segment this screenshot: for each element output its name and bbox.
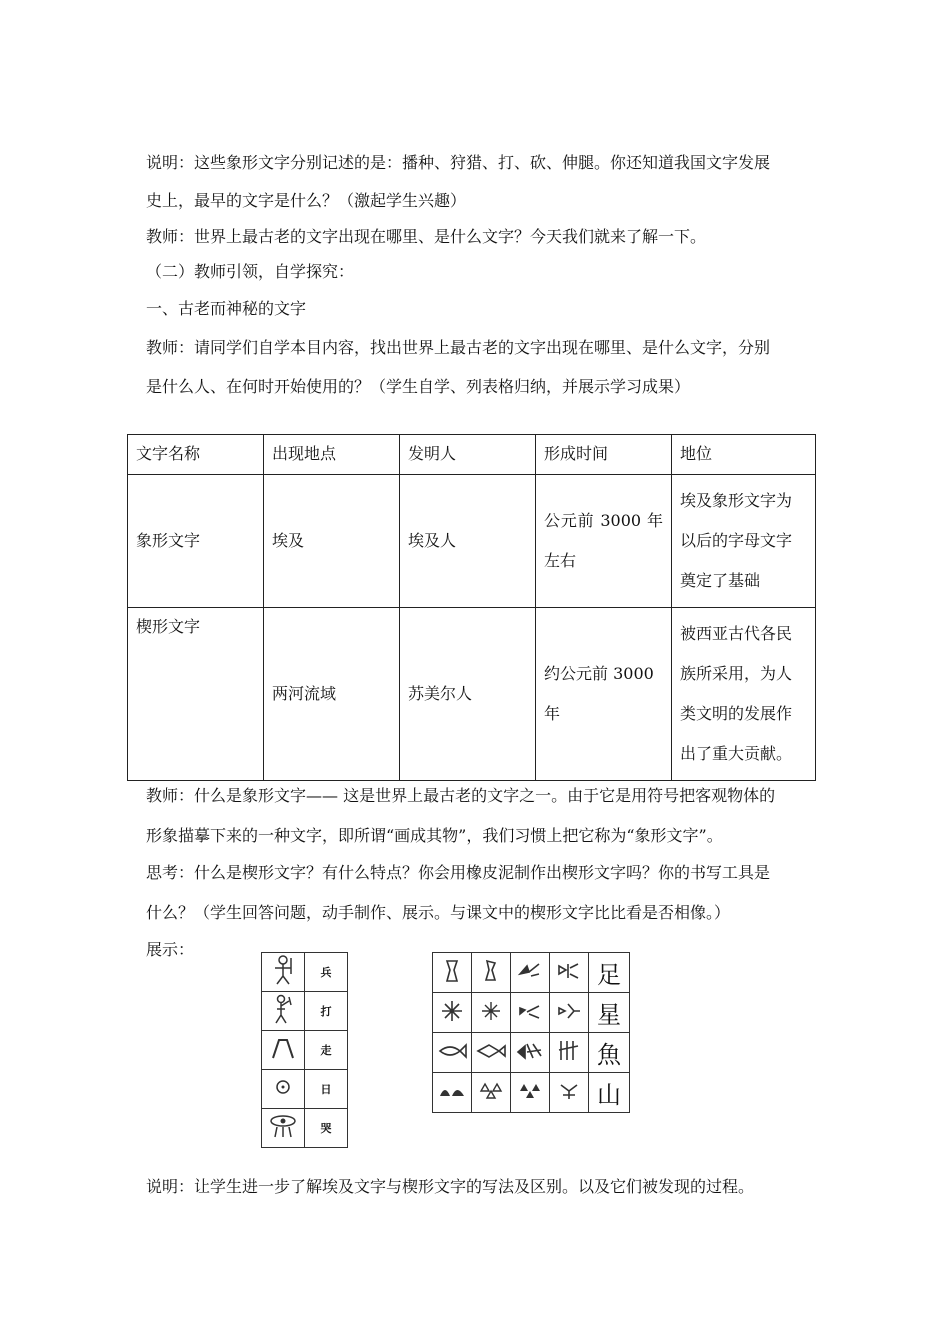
walk-pictogram-icon — [262, 1031, 305, 1070]
table-header-cell: 发明人 — [400, 435, 536, 475]
pictogram-label: 兵 — [305, 953, 348, 992]
star-cuneiform-icon — [472, 993, 511, 1033]
table-cell: 两河流域 — [264, 608, 400, 781]
table-header-cell: 形成时间 — [536, 435, 672, 475]
table-header-cell: 出现地点 — [264, 435, 400, 475]
table-cell: 埃及象形文字为以后的字母文字奠定了基础 — [672, 475, 816, 608]
subsection-heading-1: 一、古老而神秘的文字 — [146, 299, 307, 318]
paragraph-note-2: 说明：让学生进一步了解埃及文字与楔形文字的写法及区别。以及它们被发现的过程。 — [146, 1177, 755, 1196]
fish-cuneiform-icon — [550, 1033, 589, 1073]
table-row — [433, 1033, 630, 1073]
table-cell: 约公元前 3000 年 — [536, 608, 672, 781]
paragraph-teacher-3a: 教师：什么是象形文字—— 这是世界上最古老的文字之一。由于它是用符号把客观物体的 — [146, 786, 776, 805]
writing-systems-table — [127, 434, 816, 781]
table-cell: 公元前 3000 年左右 — [536, 475, 672, 608]
fish-cuneiform-icon — [472, 1033, 511, 1073]
table-header-cell: 文字名称 — [128, 435, 264, 475]
star-cuneiform-icon — [433, 993, 472, 1033]
pictogram-label: 打 — [305, 992, 348, 1031]
cuneiform-label: 山 — [589, 1073, 630, 1113]
foot-cuneiform-icon — [472, 953, 511, 993]
table-row — [262, 992, 348, 1031]
table-cell: 被西亚古代各民族所采用，为人类文明的发展作出了重大贡献。 — [672, 608, 816, 781]
table-row — [262, 1031, 348, 1070]
table-header-row — [128, 435, 816, 475]
table-cell: 埃及 — [264, 475, 400, 608]
strike-pictogram-icon — [262, 992, 305, 1031]
paragraph-note-1a: 说明：这些象形文字分别记述的是：播种、狩猎、打、砍、伸腿。你还知道我国文字发展 — [146, 153, 771, 172]
paragraph-teacher-2b: 是什么人、在何时开始使用的？（学生自学、列表格归纳，并展示学习成果） — [146, 377, 691, 396]
table-cell: 楔形文字 — [128, 608, 264, 781]
hieroglyph-figure — [261, 952, 348, 1148]
table-cell: 象形文字 — [128, 475, 264, 608]
mountain-cuneiform-icon — [550, 1073, 589, 1113]
table-cell: 苏美尔人 — [400, 608, 536, 781]
mountain-cuneiform-icon — [511, 1073, 550, 1113]
pictogram-label: 走 — [305, 1031, 348, 1070]
paragraph-teacher-3b: 形象描摹下来的一种文字，即所谓“画成其物”，我们习惯上把它称为“象形文字”。 — [146, 826, 723, 845]
fish-cuneiform-icon — [511, 1033, 550, 1073]
foot-cuneiform-icon — [511, 953, 550, 993]
table-row — [433, 993, 630, 1033]
star-cuneiform-icon — [550, 993, 589, 1033]
pictogram-label: 日 — [305, 1070, 348, 1109]
table-row — [262, 1070, 348, 1109]
mountain-cuneiform-icon — [472, 1073, 511, 1113]
table-row — [262, 1109, 348, 1148]
cuneiform-label: 足 — [589, 953, 630, 993]
star-cuneiform-icon — [511, 993, 550, 1033]
paragraph-teacher-2a: 教师：请同学们自学本目内容，找出世界上最古老的文字出现在哪里、是什么文字，分别 — [146, 338, 771, 357]
table-row — [128, 608, 816, 781]
section-heading-2: （二）教师引领，自学探究： — [146, 262, 355, 281]
table-header-cell: 地位 — [672, 435, 816, 475]
paragraph-teacher-1: 教师：世界上最古老的文字出现在哪里、是什么文字？今天我们就来了解一下。 — [146, 227, 707, 246]
table-cell: 埃及人 — [400, 475, 536, 608]
table-row — [128, 475, 816, 608]
foot-cuneiform-icon — [550, 953, 589, 993]
paragraph-note-1b: 史上，最早的文字是什么？（激起学生兴趣） — [146, 191, 467, 210]
foot-cuneiform-icon — [433, 953, 472, 993]
table-row — [262, 953, 348, 992]
display-label: 展示： — [146, 940, 195, 959]
mountain-cuneiform-icon — [433, 1073, 472, 1113]
paragraph-think-a: 思考：什么是楔形文字？有什么特点？你会用橡皮泥制作出楔形文字吗？你的书写工具是 — [146, 863, 771, 882]
cuneiform-label: 星 — [589, 993, 630, 1033]
soldier-pictogram-icon — [262, 953, 305, 992]
cuneiform-label: 魚 — [589, 1033, 630, 1073]
pictogram-label: 哭 — [305, 1109, 348, 1148]
table-row — [433, 953, 630, 993]
cuneiform-figure — [432, 952, 630, 1113]
fish-cuneiform-icon — [433, 1033, 472, 1073]
paragraph-think-b: 什么？（学生回答问题，动手制作、展示。与课文中的楔形文字比比看是否相像。） — [146, 903, 731, 922]
sun-pictogram-icon — [262, 1070, 305, 1109]
table-row — [433, 1073, 630, 1113]
weep-pictogram-icon — [262, 1109, 305, 1148]
